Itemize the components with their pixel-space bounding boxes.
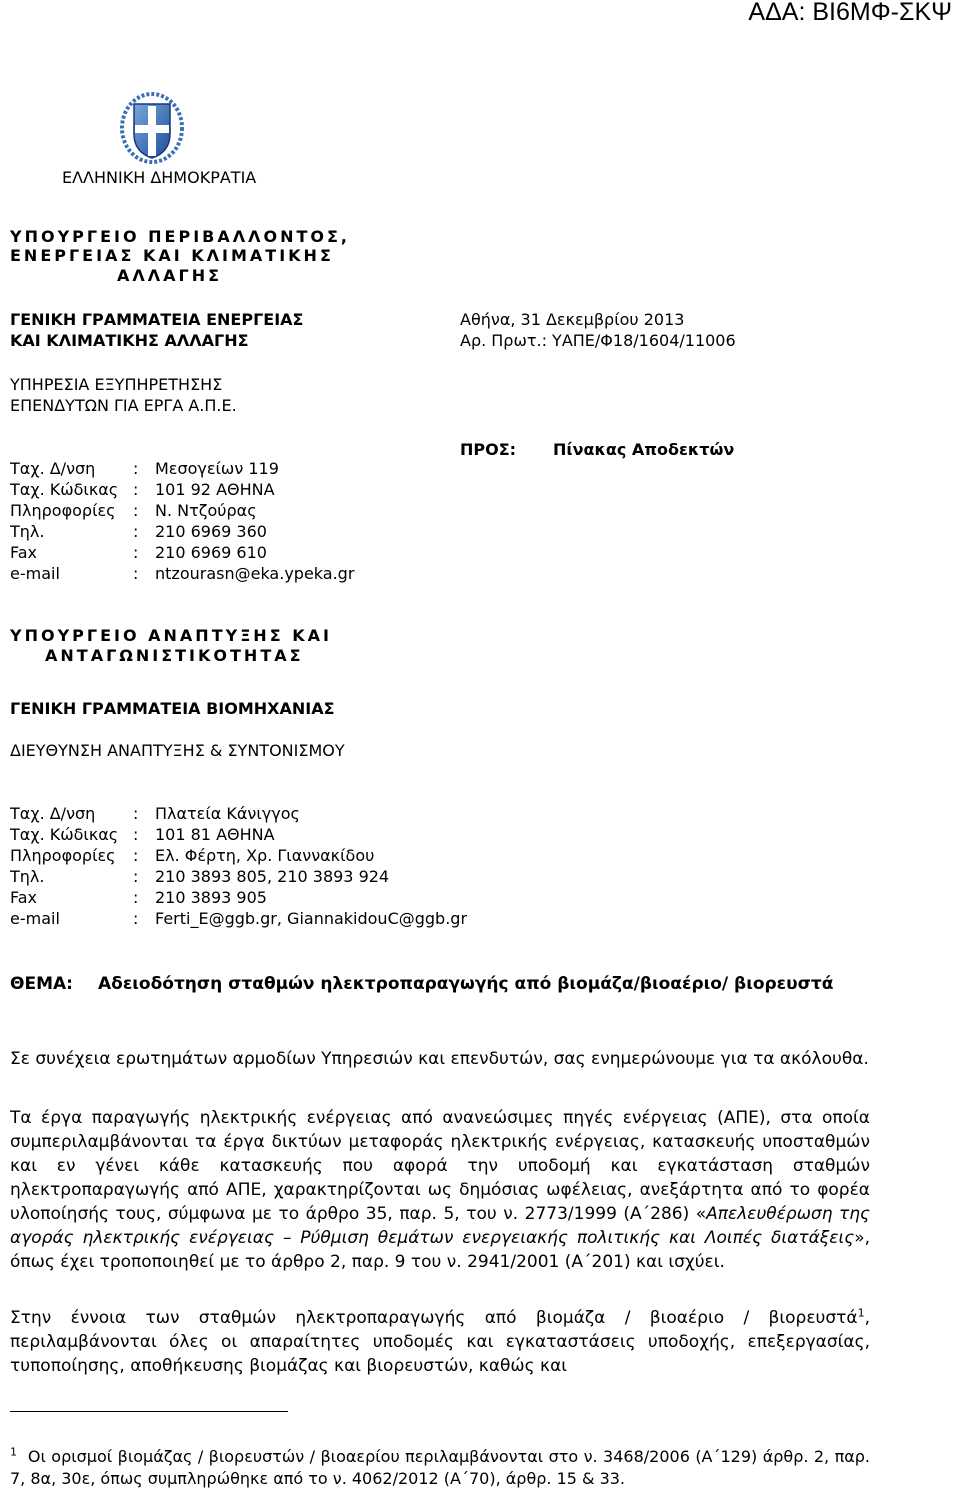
recipient-ministry-line1: ΥΠΟΥΡΓΕΙΟ ΑΝΑΠΤΥΞΗΣ ΚΑΙ [10, 626, 332, 645]
contact-email[interactable]: Ferti_E@ggb.gr, GiannakidouC@ggb.gr [155, 909, 468, 928]
sender-ministry-line3: ΑΛΛΑΓΗΣ [117, 266, 223, 285]
body-paragraph-2 [10, 1106, 870, 1274]
contact-label: Ταχ. Δ/νση [10, 459, 96, 478]
greek-coat-of-arms-icon [120, 92, 184, 164]
contact-row: Ταχ. Δ/νση : Πλατεία Κάνιγγος [10, 804, 300, 823]
footnote-mark: 1 [10, 1445, 17, 1459]
sender-contact-table [10, 458, 354, 584]
contact-value: 101 92 ΑΘΗΝΑ [155, 480, 275, 499]
footnote [10, 1446, 870, 1490]
contact-value: 210 6969 610 [155, 543, 267, 562]
sender-service-line2: ΕΠΕΝΔΥΤΩΝ ΓΙΑ ΕΡΓΑ Α.Π.Ε. [10, 396, 237, 415]
recipient-ministry-line2: ΑΝΤΑΓΩΝΙΣΤΙΚΟΤΗΤΑΣ [45, 646, 304, 665]
recipient-secretariat: ΓΕΝΙΚΗ ΓΡΑΜΜΑΤΕΙΑ ΒΙΟΜΗΧΑΝΙΑΣ [10, 699, 335, 718]
sender-secretariat-line1: ΓΕΝΙΚΗ ΓΡΑΜΜΑΤΕΙΑ ΕΝΕΡΓΕΙΑΣ [10, 310, 304, 329]
contact-label: e-mail [10, 564, 60, 583]
sender-ministry-line1: ΥΠΟΥΡΓΕΙΟ ΠΕΡΙΒΑΛΛΟΝΤΟΣ, [10, 227, 350, 246]
contact-label: Ταχ. Κώδικας [10, 825, 119, 844]
body-paragraph-3 [10, 1306, 870, 1378]
footnote-text: Οι ορισμοί βιομάζας / βιορευστών / βιοαερίου περιλαμβάνονται στο ν. 3468/2006 (Α΄129) άρθρ. 2, παρ. 7, 8α, 30ε, όπως συμπληρώθηκε από το ν. 4062/2012 (Α΄70), άρθρ. 15 & 33. [10, 1447, 870, 1488]
contact-row: Τηλ. : 210 6969 360 [10, 522, 267, 541]
contact-row: Πληροφορίες : Ελ. Φέρτη, Χρ. Γιαννακίδου [10, 846, 375, 865]
subject-text: Αδειοδότηση σταθμών ηλεκτροπαραγωγής από βιομάζα/βιοαέριο/ βιορευστά [98, 974, 834, 994]
contact-value: Ελ. Φέρτη, Χρ. Γιαννακίδου [155, 846, 375, 865]
sender-ministry-line2: ΕΝΕΡΓΕΙΑΣ ΚΑΙ ΚΛΙΜΑΤΙΚΗΣ [10, 246, 334, 265]
contact-row: e-mail : ntzourasn@eka.ypeka.gr [10, 564, 355, 583]
subject-label: ΘΕΜΑ: [10, 974, 73, 994]
contact-label: Fax [10, 888, 38, 907]
recipient-directorate: ΔΙΕΥΘΥΝΣΗ ΑΝΑΠΤΥΞΗΣ & ΣΥΝΤΟΝΙΣΜΟΥ [10, 741, 345, 760]
paragraph-text: Στην έννοια των σταθμών ηλεκτροπαραγωγής από βιομάζα / βιοαέριο / βιορευστά [10, 1308, 858, 1328]
contact-label: Ταχ. Δ/νση [10, 804, 96, 823]
contact-row: e-mail : Ferti_E@ggb.gr, GiannakidouC@ggb.gr [10, 909, 468, 928]
contact-value: Πλατεία Κάνιγγος [155, 804, 300, 823]
contact-row: Fax : 210 6969 610 [10, 543, 267, 562]
contact-value: 210 6969 360 [155, 522, 267, 541]
body-paragraph-1: Σε συνέχεια ερωτημάτων αρμοδίων Υπηρεσιών και επενδυτών, σας ενημερώνουμε για τα ακόλουθα. [10, 1049, 869, 1069]
sender-service-line1: ΥΠΗΡΕΣΙΑ ΕΞΥΠΗΡΕΤΗΣΗΣ [10, 375, 223, 394]
protocol-number: Αρ. Πρωτ.: ΥΑΠΕ/Φ18/1604/11006 [460, 331, 736, 350]
contact-label: Ταχ. Κώδικας [10, 480, 119, 499]
contact-value: 210 3893 805, 210 3893 924 [155, 867, 390, 886]
to-label: ΠΡΟΣ: [460, 440, 517, 459]
contact-value: 101 81 ΑΘΗΝΑ [155, 825, 275, 844]
contact-label: Πληροφορίες [10, 501, 116, 520]
contact-email[interactable]: ntzourasn@eka.ypeka.gr [155, 564, 355, 583]
paragraph-text: , περιλαμβάνονται όλες οι απαραίτητες υποδομές και εγκαταστάσεις υποδοχής, επεξεργασίας, τυποποίησης, αποθήκευσης βιομάζας και βιορευστών, καθώς και [10, 1308, 870, 1376]
contact-value: 210 3893 905 [155, 888, 267, 907]
footnote-reference[interactable]: 1 [857, 1306, 865, 1320]
contact-value: Μεσογείων 119 [155, 459, 279, 478]
contact-row: Ταχ. Κώδικας : 101 81 ΑΘΗΝΑ [10, 825, 275, 844]
contact-label: Πληροφορίες [10, 846, 116, 865]
contact-value: Ν. Ντζούρας [155, 501, 257, 520]
contact-row: Τηλ. : 210 3893 805, 210 3893 924 [10, 867, 390, 886]
contact-label: Τηλ. [10, 522, 45, 541]
contact-row: Ταχ. Κώδικας : 101 92 ΑΘΗΝΑ [10, 480, 275, 499]
contact-label: e-mail [10, 909, 60, 928]
to-recipients: Πίνακας Αποδεκτών [553, 440, 735, 459]
recipient-contact-table [10, 803, 467, 929]
contact-row: Πληροφορίες : Ν. Ντζούρας [10, 501, 257, 520]
contact-row: Fax : 210 3893 905 [10, 888, 267, 907]
paragraph-text: », όπως έχει τροποποιηθεί με το άρθρο 2, παρ. 9 του ν. 2941/2001 (Α΄201) και ισχύει. [10, 1228, 870, 1272]
ada-code: ΑΔΑ: ΒΙ6ΜΦ-ΣΚΨ [748, 0, 952, 26]
contact-row: Ταχ. Δ/νση : Μεσογείων 119 [10, 459, 279, 478]
contact-label: Τηλ. [10, 867, 45, 886]
law-title-italic: Απελευθέρωση της αγοράς ηλεκτρικής ενέργειας – Ρύθμιση θεμάτων ενεργειακής πολιτικής και Λοιπές διατάξεις [10, 1204, 870, 1248]
contact-label: Fax [10, 543, 38, 562]
paragraph-text: Τα έργα παραγωγής ηλεκτρικής ενέργειας από ανανεώσιμες πηγές ενέργειας (ΑΠΕ), στα οποία συμπεριλαμβάνονται τα έργα δικτύων μεταφοράς ηλεκτρικής ενέργειας, κατασκευής υποσταθμών και εν γένει κάθε κατασκευής που αφορά την υποδομή και εγκατάσταση σταθμών ηλεκτροπαραγωγής από ΑΠΕ, χαρακτηρίζονται ως δημόσιας ωφέλειας, ανεξάρτητα από το φορέα υλοποίησής τους, σύμφωνα με το άρθρο 35, παρ. 5, του ν. 2773/1999 (Α΄286) « [10, 1108, 870, 1224]
republic-heading: ΕΛΛΗΝΙΚΗ ΔΗΜΟΚΡΑΤΙΑ [62, 168, 257, 187]
sender-secretariat-line2: ΚΑΙ ΚΛΙΜΑΤΙΚΗΣ ΑΛΛΑΓΗΣ [10, 331, 249, 350]
date-line: Αθήνα, 31 Δεκεμβρίου 2013 [460, 310, 685, 329]
footnote-separator [10, 1411, 288, 1412]
